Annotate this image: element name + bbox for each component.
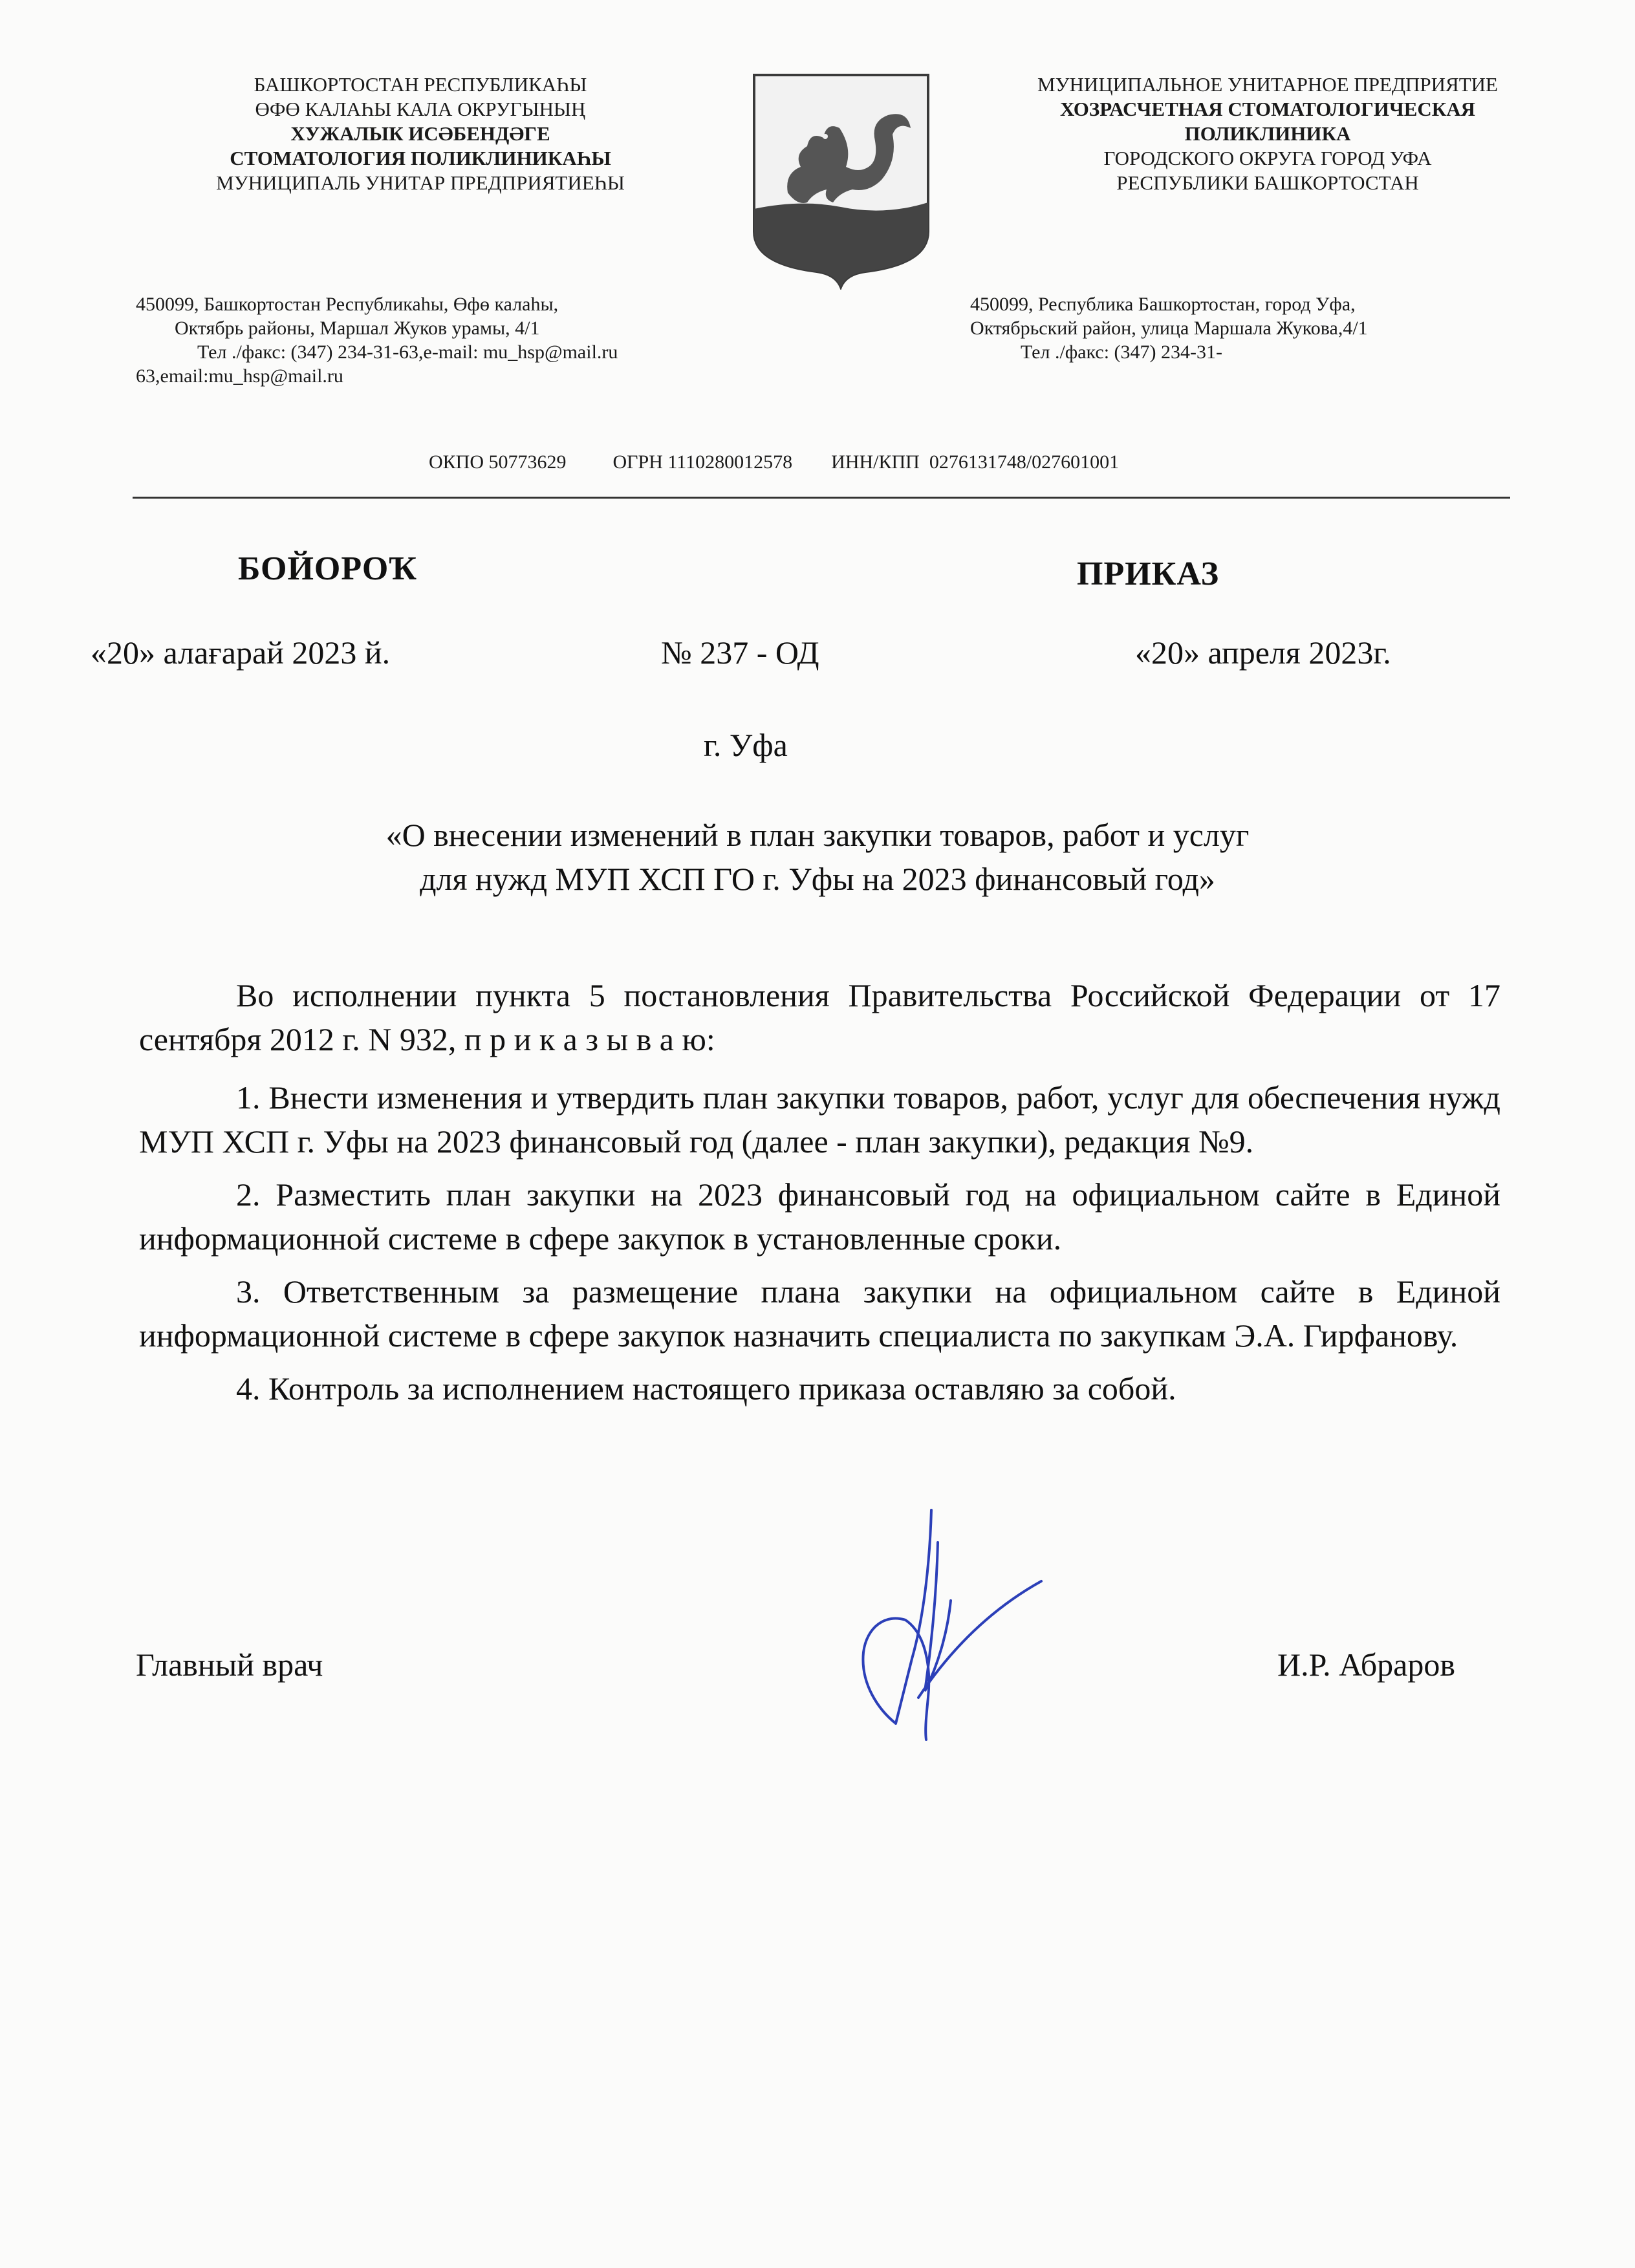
title-bashkir: БОЙОРОҠ	[238, 550, 418, 587]
inn-code: ИНН/КПП 0276131748/027601001	[831, 451, 1120, 473]
header-left	[146, 72, 695, 195]
header-right-line: РЕСПУБЛИКИ БАШКОРТОСТАН	[1116, 171, 1419, 194]
order-topic	[0, 813, 1635, 901]
header-left-line: ХУЖАЛЫК ИСӘБЕНДӘГЕ	[290, 122, 550, 145]
body-item: 1. Внести изменения и утвердить план закупки товаров, работ, услуг для обеспечения нужд МУП ХСП г. Уфы на 2023 финансовый год (далее - план закупки), редакция №9.	[139, 1079, 1500, 1160]
signer-name: И.Р. Абраров	[1277, 1647, 1455, 1683]
body-intro: Во исполнении пункта 5 постановления Правительства Российской Федерации от 17 сентября 2012 г. N 932, п р и к а з ы в а ю:	[139, 977, 1500, 1057]
header-left-line: СТОМАТОЛОГИЯ ПОЛИКЛИНИКАҺЫ	[230, 147, 611, 169]
order-number: № 237 - ОД	[661, 634, 819, 671]
order-date-russian: «20» апреля 2023г.	[1135, 634, 1391, 671]
header-left-line: БАШКОРТОСТАН РЕСПУБЛИКАҺЫ	[254, 73, 587, 96]
body-item: 4. Контроль за исполнением настоящего приказа оставляю за собой.	[236, 1370, 1176, 1407]
header-left-line: МУНИЦИПАЛЬ УНИТАР ПРЕДПРИЯТИЕҺЫ	[216, 171, 625, 194]
address-line: Октябрьский район, улица Маршала Жукова,4/1	[970, 318, 1368, 339]
header-divider	[133, 497, 1510, 499]
registration-codes	[419, 429, 1119, 473]
handwritten-signature-icon	[834, 1504, 1048, 1743]
header-right-line: ГОРОДСКОГО ОКРУГА ГОРОД УФА	[1103, 147, 1432, 169]
address-line: Тел ./факс: (347) 234-31-	[1021, 341, 1222, 363]
body-item: 3. Ответственным за размещение плана закупки на официальном сайте в Единой информационной системе в сфере закупок назначить специалиста по закупкам Э.А. Гирфанову.	[139, 1273, 1500, 1354]
header-right-line: МУНИЦИПАЛЬНОЕ УНИТАРНОЕ ПРЕДПРИЯТИЕ	[1037, 73, 1498, 96]
order-date-bashkir: «20» алағарай 2023 й.	[91, 634, 391, 671]
address-left	[136, 292, 750, 388]
order-city: г. Уфа	[704, 727, 788, 763]
okpo-code: ОКПО 50773629	[429, 451, 567, 473]
topic-line: «О внесении изменений в план закупки товаров, работ и услуг	[385, 817, 1250, 853]
header-right	[977, 72, 1559, 195]
header-right-line: ПОЛИКЛИНИКА	[1184, 122, 1351, 145]
address-line: Тел ./факс: (347) 234-31-63,e-mail: mu_hsp@mail.ru	[197, 341, 618, 363]
header-right-line: ХОЗРАСЧЕТНАЯ СТОМАТОЛОГИЧЕСКАЯ	[1059, 98, 1476, 120]
coat-of-arms-icon	[749, 70, 933, 290]
ogrn-code: ОГРН 1110280012578	[612, 451, 793, 473]
topic-line: для нужд МУП ХСП ГО г. Уфы на 2023 финансовый год»	[420, 861, 1215, 897]
city-emblem	[749, 70, 933, 290]
title-russian: ПРИКАЗ	[1077, 556, 1220, 592]
body-item: 2. Разместить план закупки на 2023 финансовый год на официальном сайте в Единой информационной системе в сфере закупок в установленные сроки.	[139, 1176, 1500, 1257]
address-line: 63,email:mu_hsp@mail.ru	[136, 365, 343, 387]
address-line: Октябрь районы, Маршал Жуков урамы, 4/1	[175, 318, 540, 339]
header-left-line: ӨФӨ КАЛАҺЫ КАЛА ОКРУГЫНЫҢ	[255, 98, 586, 120]
order-body	[139, 973, 1500, 1420]
signer-position: Главный врач	[136, 1647, 323, 1683]
address-line: 450099, Башкортостан Республикаһы, Өфө калаһы,	[136, 294, 559, 315]
address-line: 450099, Республика Башкортостан, город Уфа,	[970, 294, 1356, 315]
address-right	[970, 292, 1513, 364]
